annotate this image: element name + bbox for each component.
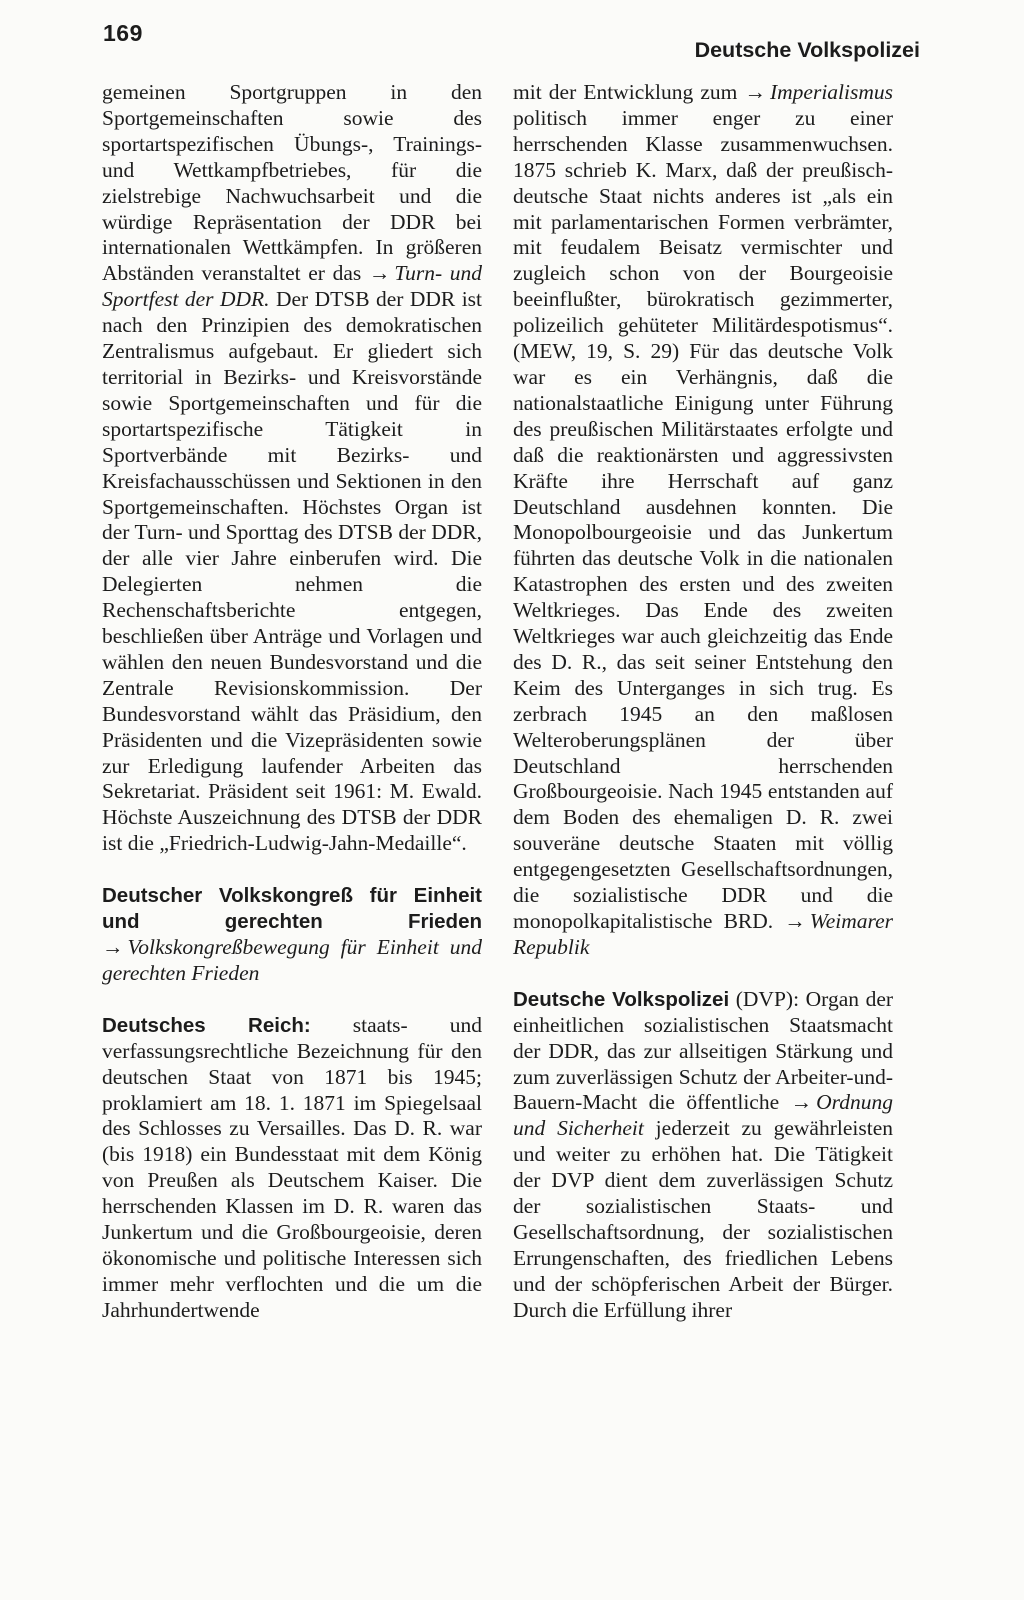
cross-reference-imperialismus[interactable]: Imperialismus xyxy=(769,80,894,104)
continuation-text: mit der Entwicklung zum xyxy=(513,80,738,104)
abbreviation-dvp: (DVP): xyxy=(735,986,800,1011)
headword-deutsche-volkspolizei: Deutsche Volkspolizei xyxy=(513,987,730,1011)
cross-reference-turnfest[interactable]: Turn- und Sportfest der DDR. xyxy=(102,261,482,312)
cross-reference-arrow-icon: → xyxy=(784,909,806,933)
entry-deutsche-volkspolizei xyxy=(513,987,893,1324)
cross-reference-volkskongressbewegung[interactable]: Volkskongreßbewegung für Einheit und gerechten Frieden xyxy=(102,935,482,985)
cross-reference-arrow-icon: → xyxy=(368,261,391,286)
continuation-text-2: Der DTSB der DDR ist nach den Prinzipien des demokratischen Zentralismus aufgebaut. Er gliedert sich territorial in Bezirks- und Kreisvorstände sowie Sportgemeinschaften und für die sportartspezifische Tätigkeit in Sportverbände mit Bezirks- und Kreisfachausschüssen und Sektionen in den Sportgemeinschaften. Höchstes Organ ist der Turn- und Sporttag des DTSB der DDR, der alle vier Jahre einberufen wird. Die Delegierten nehmen die Rechenschaftsberichte entgegen, beschließen über Anträge und Vorlagen und wählen den neuen Bundesvorstand und die Zentrale Revisionskommission. Der Bundesvorstand wählt das Präsidium, den Präsidenten und die Vizepräsidenten sowie zur Erledigung laufender Arbeiten das Sekretariat. Präsident seit 1961: M. Ewald. Höchste Auszeichnung des DTSB der DDR ist die „Friedrich-Ludwig-Jahn-Medaille“. xyxy=(102,287,483,856)
left-column xyxy=(102,80,482,1324)
definition-volkspolizei: Organ der einheitlichen sozialistischen Staatsmacht der DDR, das zur allseitigen Stärkung und zum zuverlässigen Schutz der Arbeiter-und-Bauern-Macht die öffentliche xyxy=(513,986,894,1115)
entry-volkskongress xyxy=(102,883,482,987)
reich-continuation xyxy=(513,80,893,961)
cross-reference-arrow-icon: → xyxy=(744,80,766,104)
cross-reference-ordnung-und-sicherheit[interactable]: Ordnung und Sicherheit xyxy=(513,1090,894,1141)
entry-deutsches-reich xyxy=(102,1013,482,1324)
continuation-text: gemeinen Sportgruppen in den Sportgemeinschaften sowie des sportartspezifischen Übungs-, Trainings- und Wettkampfbetriebes, für die zielstrebige Nachwuchsarbeit und die würdige Repräsentation der DDR bei internationalen Wettkämpfen. In größeren Abständen veranstaltet er das xyxy=(102,80,482,286)
running-head: Deutsche Volkspolizei xyxy=(694,38,920,62)
headword-volkskongress: Deutscher Volkskongreß für Einheit und gerechten Frieden xyxy=(102,884,482,934)
definition-volkspolizei-2: jederzeit zu gewährleisten und weiter zu erhöhen hat. Die Tätigkeit der DVP dient dem zuverlässigen Schutz der sozialistischen Staats- und Gesellschaftsordnung, der sozialistischen Errungenschaften, des friedlichen Lebens und der schöpferischen Arbeit der Bürger. Durch die Erfüllung ihrer xyxy=(513,1116,893,1322)
page-number: 169 xyxy=(103,20,143,46)
dtsb-continuation xyxy=(102,80,482,857)
right-column xyxy=(513,80,893,1324)
headword-deutsches-reich: Deutsches Reich: xyxy=(102,1013,311,1037)
definition-deutsches-reich: staats- und verfassungsrechtliche Bezeichnung für den deutschen Staat von 1871 bis 1945; proklamiert am 18. 1. 1871 im Spiegelsaal des Schlosses zu Versailles. Das D. R. war (bis 1918) ein Bundesstaat mit dem König von Preußen als Deutschem Kaiser. Die herrschenden Klassen im D. R. waren das Junkertum und die Großbourgeoisie, deren ökonomische und politische Interessen sich immer mehr verflochten und die um die Jahrhundertwende xyxy=(102,1012,483,1322)
cross-reference-weimarer-republik[interactable]: Weimarer Republik xyxy=(513,909,893,959)
cross-reference-arrow-icon: → xyxy=(102,935,124,959)
continuation-text-2: politisch immer enger zu einer herrschenden Klasse zusammenwuchsen. 1875 schrieb K. Marx, daß der preußisch-deutsche Staat nichts anderes ist „als ein mit parlamentarischen Formen verbrämter, mit feudalem Beisatz vermischter und zugleich schon von der Bourgeoisie beeinflußter, bürokratisch gezimmerter, polizeilich gehüteter Militärdespotismus“. (MEW, 19, S. 29) Für das deutsche Volk war es ein Verhängnis, daß die nationalstaatliche Einigung unter Führung des preußischen Militärstaates erfolgte und daß die reaktionärsten und aggressivsten Kräfte ihre Herrschaft auf ganz Deutschland ausdehnen konnten. Die Monopolbourgeoisie und das Junkertum führten das deutsche Volk in die nationalen Katastrophen des ersten und des zweiten Weltkrieges. Das Ende des zweiten Weltkrieges war auch gleichzeitig das Ende des D. R., das seit seiner Entstehung den Keim des Unterganges in sich trug. Es zerbrach 1945 an den maßlosen Welteroberungsplänen der über Deutschland herrschenden Großbourgeoisie. Nach 1945 entstanden auf dem Boden des ehemaligen D. R. zwei souveräne deutsche Staaten mit völlig entgegengesetzten Gesellschaftsordnungen, die sozialistische DDR und die monopolkapitalistische BRD. xyxy=(513,105,893,933)
cross-reference-arrow-icon: → xyxy=(790,1090,813,1115)
